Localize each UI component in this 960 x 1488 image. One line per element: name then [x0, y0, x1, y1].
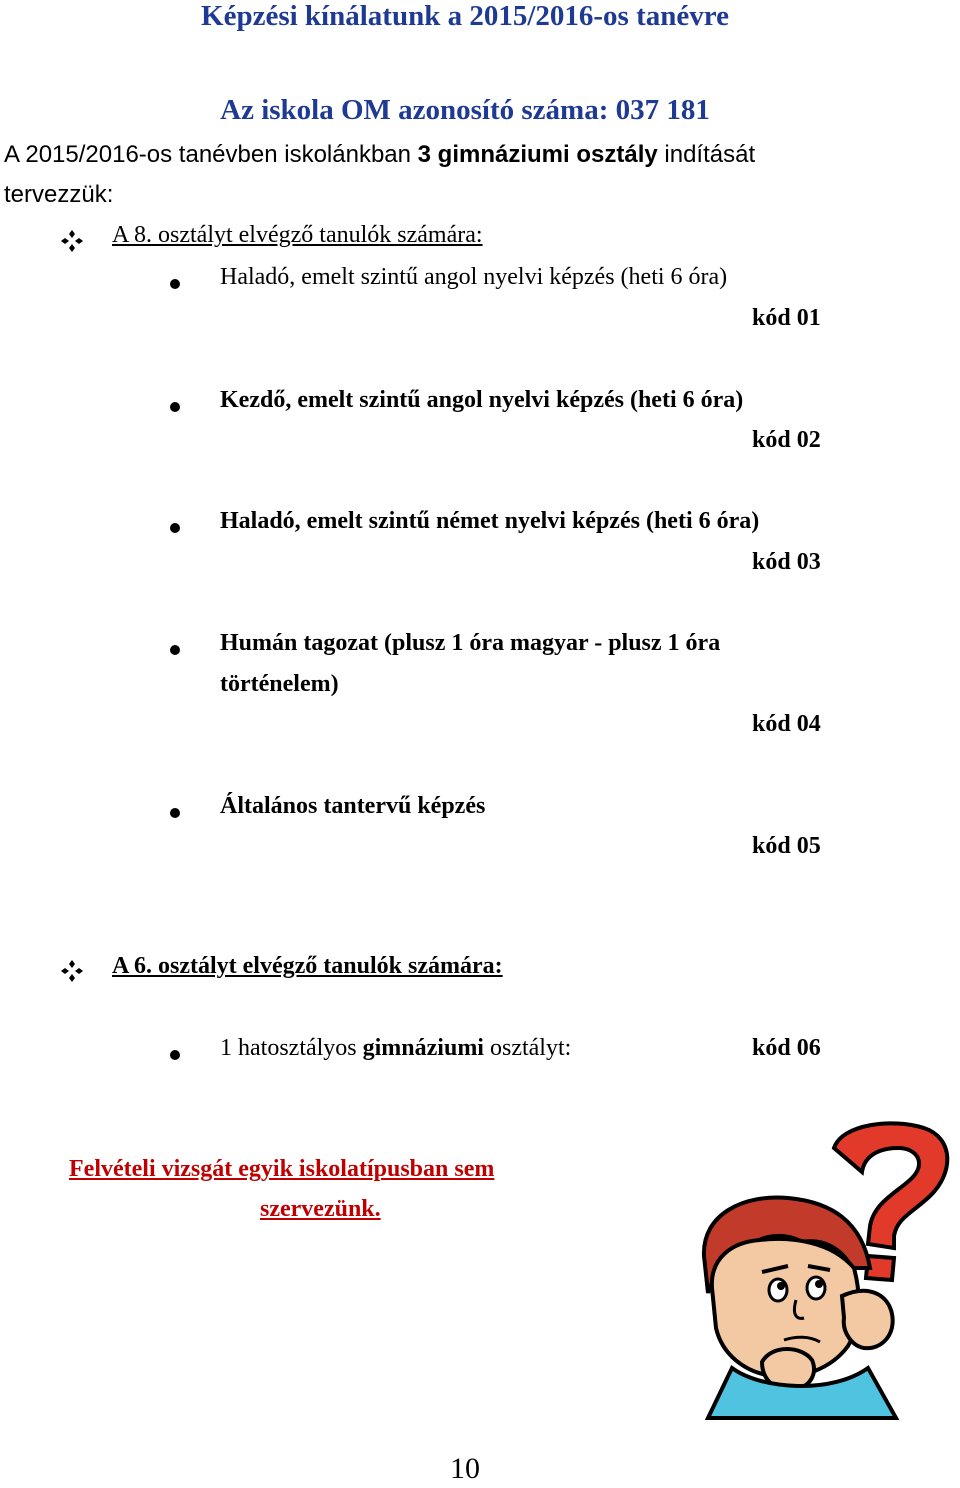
dot-bullet-icon: [170, 808, 180, 818]
list-item-text-continued: történelem): [220, 671, 339, 697]
list-item-text: [220, 1035, 571, 1062]
section-heading-6: A 6. osztályt elvégző tanulók számára:: [112, 953, 503, 979]
item-code: kód 03: [752, 549, 821, 575]
item-code: kód 01: [752, 305, 821, 331]
admission-note-line-1: Felvételi vizsgát egyik iskolatípusban sem: [69, 1156, 495, 1182]
intro-text-bold: 3 gimnáziumi osztály: [417, 141, 658, 168]
dot-bullet-icon: [170, 523, 180, 533]
page-number: 10: [450, 1452, 480, 1485]
thinking-boy-illustration: [692, 1118, 954, 1420]
page-title: Képzési kínálatunk a 2015/2016-os tanévre: [201, 0, 729, 32]
dot-bullet-icon: [170, 645, 180, 655]
item-code: kód 06: [752, 1035, 821, 1061]
list-item-text: Haladó, emelt szintű angol nyelvi képzés (heti 6 óra): [220, 264, 728, 290]
intro-text-1: A 2015/2016-os tanévben iskolánkban: [4, 141, 418, 168]
admission-note-line-2: szervezünk.: [260, 1196, 381, 1222]
section-heading-8: A 8. osztályt elvégző tanulók számára:: [112, 222, 483, 248]
item6-text-3: osztályt:: [483, 1035, 572, 1061]
intro-line-2: tervezzük:: [4, 181, 114, 208]
dot-bullet-icon: [170, 402, 180, 412]
item-code: kód 04: [752, 711, 821, 737]
list-item-text: Haladó, emelt szintű német nyelvi képzés (heti 6 óra): [220, 508, 760, 534]
intro-line-1: [4, 141, 755, 169]
item6-text-1: 1 hatosztályos: [220, 1035, 363, 1061]
list-item-text: Humán tagozat (plusz 1 óra magyar - plusz 1 óra: [220, 630, 721, 656]
diamond-bullet-icon: [60, 229, 84, 253]
dot-bullet-icon: [170, 279, 180, 289]
om-identifier: Az iskola OM azonosító száma: 037 181: [220, 94, 710, 126]
item-code: kód 05: [752, 833, 821, 859]
list-item-text: Általános tantervű képzés: [220, 793, 486, 819]
dot-bullet-icon: [170, 1050, 180, 1060]
list-item-text: Kezdő, emelt szintű angol nyelvi képzés (heti 6 óra): [220, 387, 744, 413]
item6-text-bold: gimnáziumi: [362, 1035, 484, 1061]
item-code: kód 02: [752, 427, 821, 453]
diamond-bullet-icon: [60, 959, 84, 983]
intro-text-3: indítását: [657, 141, 756, 168]
